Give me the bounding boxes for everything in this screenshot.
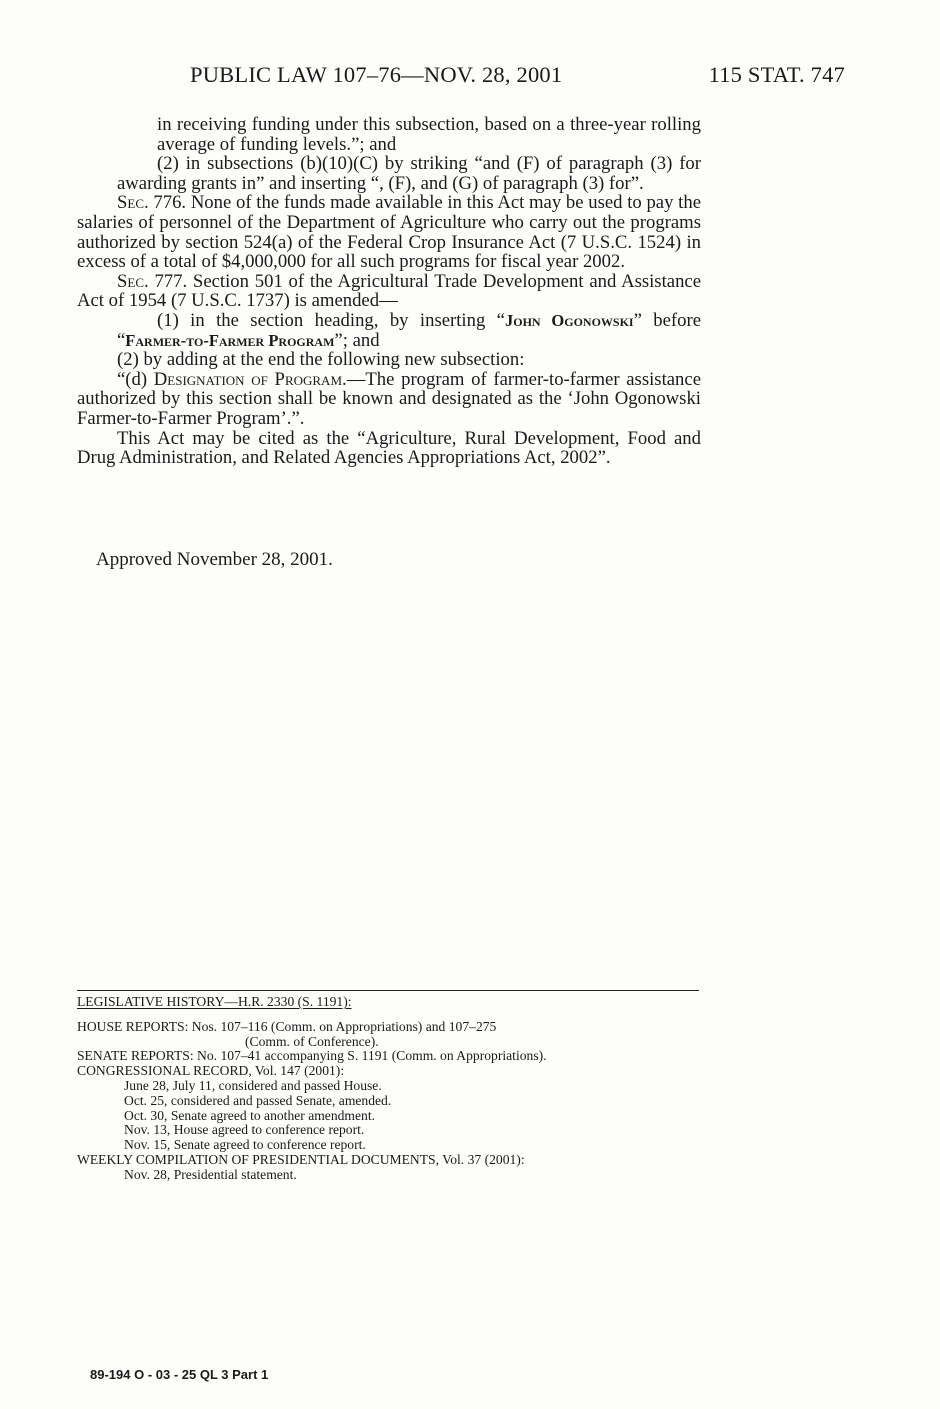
paragraph-continuation: in receiving funding under this subsection, based on a three-year rolling average of funding levels.”; and <box>157 114 701 155</box>
section-777-text: 777. Section 501 of the Agricultural Trade Development and Assistance Act of 1954 (7 U.S.C. 1737) is amended— <box>77 270 701 312</box>
legislative-history <box>77 990 699 1183</box>
section-776-text: 776. None of the funds made available in this Act may be used to pay the salaries of personnel of the Department of Agriculture who carry out the programs authorized by section 524(a) of the Federal Crop Insurance Act (7 U.S.C. 1524) in excess of a total of $4,000,000 for all such programs for fiscal year 2002. <box>77 192 701 273</box>
section-label: Sec. <box>117 270 149 292</box>
record-entry: Nov. 15, Senate agreed to conference report. <box>124 1137 366 1153</box>
paragraph-item-2: (2) in subsections (b)(10)(C) by striking “and (F) of paragraph (3) for awarding grants in” and inserting “, (F), and (G) of paragraph (3) for”. <box>117 153 701 194</box>
amendment-item-2: (2) by adding at the end the following new subsection: <box>117 349 525 371</box>
weekly-entry: Nov. 28, Presidential statement. <box>124 1166 297 1182</box>
house-reports-cont: (Comm. of Conference). <box>245 1033 379 1049</box>
running-header <box>190 62 845 96</box>
weekly-compilation: WEEKLY COMPILATION OF PRESIDENTIAL DOCUMENTS, Vol. 37 (2001): <box>77 1151 525 1167</box>
header-title: PUBLIC LAW 107–76—NOV. 28, 2001 <box>190 62 563 87</box>
record-entry: Nov. 13, House agreed to conference report. <box>124 1122 365 1138</box>
inserted-name: John Ogonowski <box>504 310 634 330</box>
short-title-citation: This Act may be cited as the “Agriculture, Rural Development, Food and Drug Administration, and Related Agencies Appropriations Act, 2002”. <box>77 427 701 469</box>
statute-body <box>77 115 701 468</box>
record-entry: Oct. 25, considered and passed Senate, amended. <box>124 1092 392 1108</box>
senate-reports: SENATE REPORTS: No. 107–41 accompanying S. 1191 (Comm. on Appropriations). <box>77 1048 547 1064</box>
record-entry: Oct. 30, Senate agreed to another amendment. <box>124 1107 376 1123</box>
new-subsection-d: “(d) Designation of Program.—The program of farmer-to-farmer assistance authorized by this section shall be known and designated as the ‘John Ogonowski Farmer-to-Farmer Program’.”. <box>77 368 701 429</box>
print-job-code: 89-194 O - 03 - 25 QL 3 Part 1 <box>90 1367 269 1382</box>
congressional-record: CONGRESSIONAL RECORD, Vol. 147 (2001): <box>77 1063 345 1079</box>
record-entry: June 28, July 11, considered and passed House. <box>124 1077 382 1093</box>
subsection-heading: Designation of Program <box>153 368 343 390</box>
house-reports: HOUSE REPORTS: Nos. 107–116 (Comm. on Appropriations) and 107–275 <box>77 1018 497 1034</box>
history-heading: LEGISLATIVE HISTORY—H.R. 2330 (S. 1191): <box>77 994 352 1009</box>
amendment-item-1: (1) in the section heading, by inserting “John Ogonowski” before “Farmer-to-Farmer Program”; and <box>117 309 701 351</box>
approval-line: Approved November 28, 2001. <box>96 549 333 570</box>
program-heading: Farmer-to-Farmer Program <box>125 330 335 350</box>
divider <box>77 990 699 991</box>
section-777 <box>77 272 701 311</box>
section-776 <box>77 193 701 271</box>
header-stat-page: 115 STAT. 747 <box>708 62 845 87</box>
section-label: Sec. <box>117 192 149 214</box>
